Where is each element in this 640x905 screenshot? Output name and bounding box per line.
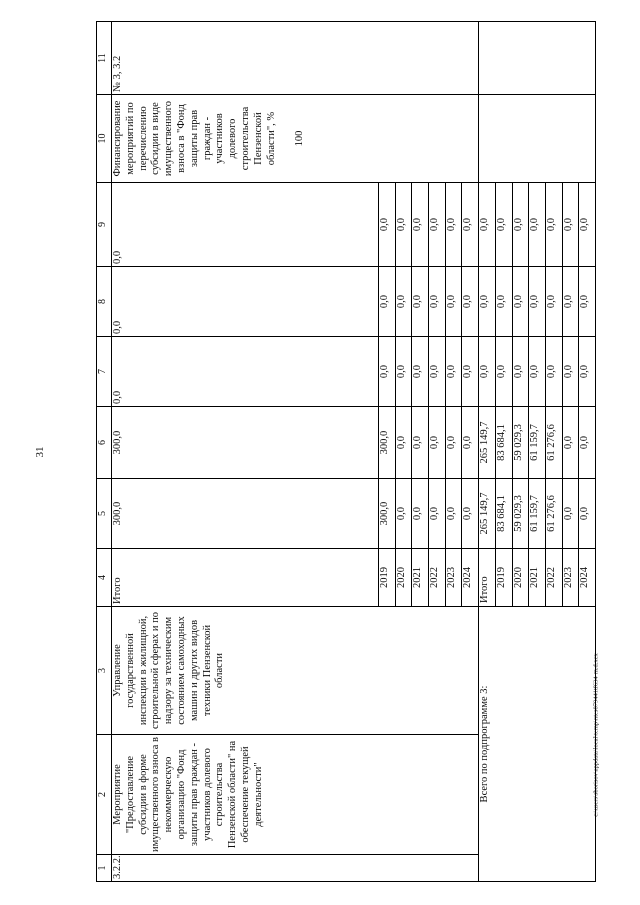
value-cell: 0,0	[562, 267, 579, 337]
value-cell: 83 684,1	[495, 407, 512, 479]
empty-cell	[479, 22, 596, 95]
year-cell: 2023	[562, 549, 579, 607]
year-cell: 2020	[395, 549, 412, 607]
link-cell: № 3, 3.2	[112, 22, 479, 95]
value-cell: 59 029,3	[512, 407, 529, 479]
year-cell: 2020	[512, 549, 529, 607]
value-cell: 0,0	[479, 337, 496, 407]
indicator-name: Финансирование мероприятий по перечислению субсидии в виде имущественного взноса в "Фонд защиты прав граждан - участников долевого строительства Пензенской области", %	[112, 100, 277, 177]
value-cell: 0,0	[462, 183, 479, 267]
value-cell: 61 276,6	[545, 479, 562, 549]
subprogram-total-row	[479, 22, 496, 882]
value-cell: 0,0	[562, 337, 579, 407]
measure-number: 3.2.2.	[112, 855, 479, 882]
value-cell: 0,0	[529, 183, 546, 267]
total-value: 0,0	[112, 267, 379, 337]
value-cell: 0,0	[529, 267, 546, 337]
value-cell: 0,0	[395, 407, 412, 479]
value-cell: 0,0	[445, 407, 462, 479]
value-cell: 0,0	[395, 267, 412, 337]
value-cell: 0,0	[545, 267, 562, 337]
header-cell: 5	[97, 479, 112, 549]
value-cell: 0,0	[445, 267, 462, 337]
value-cell: 0,0	[412, 183, 429, 267]
total-label: Итого	[112, 549, 379, 607]
value-cell: 0,0	[462, 337, 479, 407]
total-value: 0,0	[112, 337, 379, 407]
value-cell: 0,0	[462, 407, 479, 479]
footer-file-path: c:\users\sborisov\appdata\local\temp\ntes879441tf634-m.d.xcx	[592, 653, 600, 817]
subprogram-label: Всего по подпрограмме 3:	[479, 607, 596, 882]
header-cell: 11	[97, 22, 112, 95]
header-cell: 4	[97, 549, 112, 607]
header-cell: 6	[97, 407, 112, 479]
value-cell: 0,0	[395, 479, 412, 549]
value-cell: 0,0	[412, 407, 429, 479]
year-cell: 2024	[579, 549, 596, 607]
header-cell: 1	[97, 855, 112, 882]
total-value: 300,0	[112, 479, 379, 549]
year-cell: 2022	[545, 549, 562, 607]
total-label: Итого	[479, 549, 496, 607]
value-cell: 0,0	[545, 337, 562, 407]
value-cell: 0,0	[429, 183, 446, 267]
value-cell: 83 684,1	[495, 479, 512, 549]
value-cell: 0,0	[579, 337, 596, 407]
value-cell: 0,0	[579, 183, 596, 267]
value-cell: 0,0	[395, 337, 412, 407]
year-cell: 2023	[445, 549, 462, 607]
value-cell: 0,0	[429, 479, 446, 549]
value-cell: 0,0	[445, 183, 462, 267]
value-cell: 61 276,6	[545, 407, 562, 479]
measure-name: Мероприятие "Предоставление субсидии в форме имущественного взноса в некоммерческую организацию "Фонд защиты прав граждан - участников долевого строительства Пензенской области" на обеспечение текущей деятельности"	[112, 735, 479, 855]
value-cell: 0,0	[495, 267, 512, 337]
value-cell: 0,0	[495, 183, 512, 267]
value-cell: 0,0	[445, 479, 462, 549]
value-cell: 0,0	[512, 267, 529, 337]
year-cell: 2021	[529, 549, 546, 607]
value-cell: 0,0	[429, 337, 446, 407]
year-cell: 2021	[412, 549, 429, 607]
value-cell: 0,0	[412, 337, 429, 407]
value-cell: 0,0	[562, 479, 579, 549]
indicator-cell	[112, 95, 479, 183]
header-cell: 8	[97, 267, 112, 337]
value-cell: 300,0	[379, 479, 396, 549]
year-cell: 2024	[462, 549, 479, 607]
page-number: 31	[34, 446, 46, 458]
header-cell: 2	[97, 735, 112, 855]
value-cell: 0,0	[379, 267, 396, 337]
header-cell: 10	[97, 95, 112, 183]
value-cell: 0,0	[462, 479, 479, 549]
header-cell: 3	[97, 607, 112, 735]
empty-cell	[479, 95, 596, 183]
value-cell: 0,0	[579, 407, 596, 479]
year-cell: 2022	[429, 549, 446, 607]
indicator-value: 100	[294, 130, 306, 147]
value-cell: 61 159,7	[529, 407, 546, 479]
value-cell: 59 029,3	[512, 479, 529, 549]
header-cell: 9	[97, 183, 112, 267]
value-cell: 0,0	[412, 267, 429, 337]
value-cell: 61 159,7	[529, 479, 546, 549]
value-cell: 0,0	[429, 267, 446, 337]
measure-executor: Управление государственной инспекции в жилищной, строительной сферах и по надзору за техническим состоянием самоходных машин и других видов техники Пензенской области	[112, 607, 479, 735]
value-cell: 0,0	[512, 183, 529, 267]
value-cell: 0,0	[479, 183, 496, 267]
value-cell: 300,0	[379, 407, 396, 479]
value-cell: 0,0	[579, 479, 596, 549]
rotated-page	[96, 22, 634, 882]
header-cell: 7	[97, 337, 112, 407]
value-cell: 0,0	[545, 183, 562, 267]
value-cell: 0,0	[562, 183, 579, 267]
value-cell: 0,0	[462, 267, 479, 337]
value-cell: 0,0	[529, 337, 546, 407]
value-cell: 0,0	[412, 479, 429, 549]
value-cell: 0,0	[395, 183, 412, 267]
year-cell: 2019	[495, 549, 512, 607]
value-cell: 0,0	[512, 337, 529, 407]
total-value: 0,0	[112, 183, 379, 267]
year-cell: 2019	[379, 549, 396, 607]
value-cell: 0,0	[479, 267, 496, 337]
header-row	[97, 22, 112, 882]
value-cell: 0,0	[495, 337, 512, 407]
value-cell: 0,0	[445, 337, 462, 407]
value-cell: 0,0	[429, 407, 446, 479]
total-value: 300,0	[112, 407, 379, 479]
measure-total-row	[112, 22, 379, 882]
value-cell: 265 149,7	[479, 479, 496, 549]
value-cell: 0,0	[379, 183, 396, 267]
value-cell: 0,0	[379, 337, 396, 407]
value-cell: 0,0	[579, 267, 596, 337]
value-cell: 265 149,7	[479, 407, 496, 479]
program-table	[96, 21, 596, 882]
value-cell: 0,0	[562, 407, 579, 479]
